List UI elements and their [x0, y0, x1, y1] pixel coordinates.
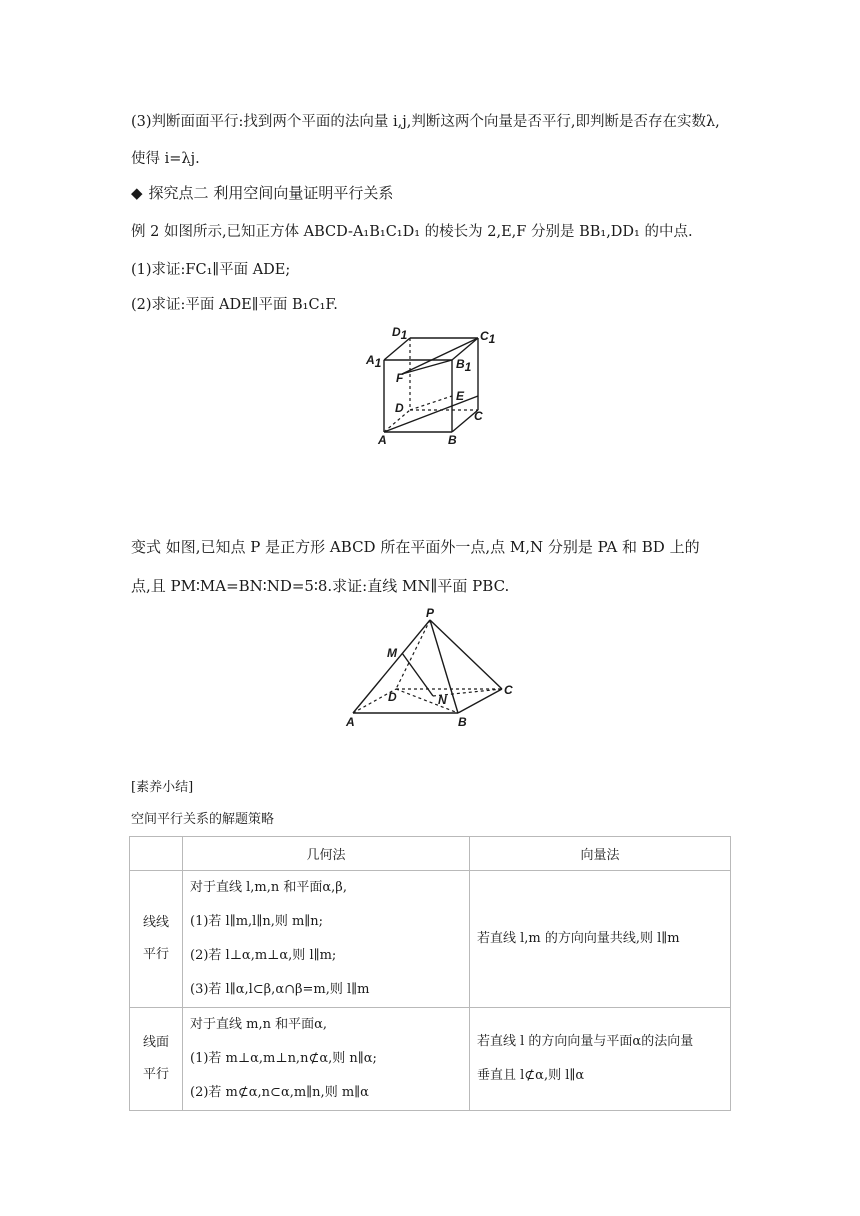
section-2-heading-text: 探究点二 利用空间向量证明平行关系: [148, 184, 394, 202]
row-head-line-plane: [130, 1008, 183, 1111]
vector-line: 若直线 l 的方向向量与平面α的法向量: [477, 1034, 694, 1049]
geometric-line: (2)若 l⊥α,m⊥α,则 l∥m;: [190, 948, 337, 963]
pyramid-figure: [340, 605, 530, 730]
row-head-text: 平行: [142, 1067, 169, 1082]
row-head-text: 平行: [142, 947, 169, 962]
cube-label-f: F: [396, 371, 404, 385]
geometric-line: 对于直线 m,n 和平面α,: [190, 1017, 328, 1032]
cube-label-a: A: [378, 433, 387, 447]
table-row: [130, 1008, 731, 1111]
variant-statement-line-2: 点,且 PM∶MA=BN∶ND=5∶8.求证:直线 MN∥平面 PBC.: [131, 577, 510, 595]
cube-label-b: B: [448, 433, 457, 447]
cube-label-a1: A1: [366, 353, 382, 370]
example-2-question-1: (1)求证:FC₁∥平面 ADE;: [131, 262, 291, 278]
cube-label-e: E: [456, 389, 465, 403]
table-row: [130, 871, 731, 1008]
vector-line: 若直线 l,m 的方向向量共线,则 l∥m: [477, 931, 680, 946]
cube-figure: [360, 320, 500, 450]
row-head-line-line: [130, 871, 183, 1008]
table-header-vector: 向量法: [470, 837, 731, 871]
pyramid-label-b: B: [458, 715, 467, 729]
table-header-geometric: 几何法: [183, 837, 470, 871]
paragraph-3-line-2: 使得 i=λj.: [131, 151, 200, 167]
variant-statement-line-1: 变式 如图,已知点 P 是正方形 ABCD 所在平面外一点,点 M,N 分别是 PA 和 BD 上的: [131, 538, 700, 556]
cube-label-c1: C1: [480, 329, 496, 346]
cube-label-c: C: [474, 409, 483, 423]
summary-table: [129, 836, 731, 1111]
row-head-text: 线线: [142, 915, 169, 930]
geometric-method-cell: [183, 1008, 470, 1111]
cube-label-b1: B1: [456, 357, 472, 374]
geometric-line: 对于直线 l,m,n 和平面α,β,: [190, 880, 347, 895]
diamond-icon: ◆: [131, 184, 143, 202]
paragraph-3-line-1: (3)判断面面平行:找到两个平面的法向量 i,j,判断这两个向量是否平行,即判断是否存在实数λ,: [131, 114, 720, 130]
pyramid-label-a: A: [346, 715, 355, 729]
geometric-line: (3)若 l∥α,l⊂β,α∩β=m,则 l∥m: [190, 982, 370, 997]
pyramid-label-c: C: [504, 683, 513, 697]
table-header-row: [130, 837, 731, 871]
table-header-corner: [130, 837, 183, 871]
vector-line: 垂直且 l⊄α,则 l∥α: [477, 1068, 585, 1083]
geometric-line: (2)若 m⊄α,n⊂α,m∥n,则 m∥α: [190, 1085, 369, 1100]
summary-title: 空间平行关系的解题策略: [131, 812, 275, 827]
cube-label-d: D: [395, 401, 404, 415]
vector-method-cell: [470, 871, 731, 1008]
summary-tag: [素养小结]: [131, 780, 194, 795]
row-head-text: 线面: [142, 1035, 169, 1050]
geometric-method-cell: [183, 871, 470, 1008]
pyramid-label-m: M: [387, 646, 397, 660]
pyramid-label-d: D: [388, 690, 397, 704]
section-2-heading: [131, 182, 393, 203]
cube-label-d1: D1: [392, 325, 408, 342]
pyramid-label-n: N: [438, 693, 447, 707]
geometric-line: (1)若 l∥m,l∥n,则 m∥n;: [190, 914, 324, 929]
geometric-line: (1)若 m⊥α,m⊥n,n⊄α,则 n∥α;: [190, 1051, 377, 1066]
example-2-question-2: (2)求证:平面 ADE∥平面 B₁C₁F.: [131, 297, 338, 313]
example-2-statement: 例 2 如图所示,已知正方体 ABCD-A₁B₁C₁D₁ 的棱长为 2,E,F 分别是 BB₁,DD₁ 的中点.: [131, 224, 693, 240]
pyramid-label-p: P: [426, 606, 435, 620]
vector-method-cell: [470, 1008, 731, 1111]
